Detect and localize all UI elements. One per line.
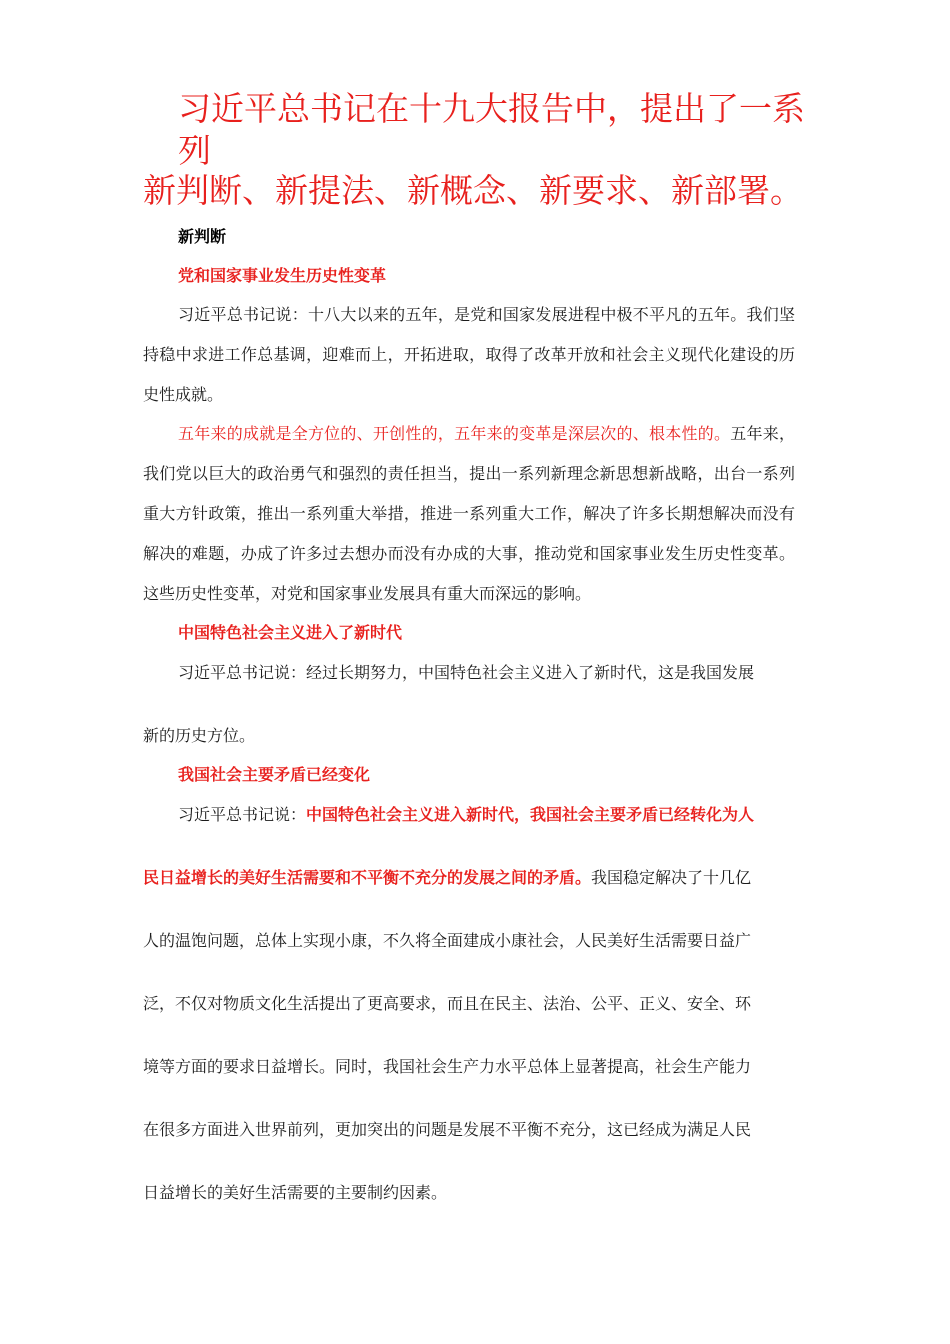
subheading-historic-change: 党和国家事业发生历史性变革: [178, 266, 387, 285]
contradiction-line-2-highlight: 民日益增长的美好生活需要和不平衡不充分的发展之间的矛盾。: [143, 868, 592, 887]
subheading-principal-contradiction: 我国社会主要矛盾已经变化: [178, 765, 371, 784]
contradiction-line-1: [178, 804, 795, 826]
document-title-line-2: 新判断、新提法、新概念、新要求、新部署。: [143, 171, 803, 210]
contradiction-line-2: [143, 867, 795, 889]
paragraph-achievements: [143, 414, 795, 614]
contradiction-line-4: 泛，不仅对物质文化生活提出了更高要求，而且在民主、法治、公平、正义、安全、环: [143, 994, 752, 1013]
subheading-new-era: 中国特色社会主义进入了新时代: [178, 623, 403, 642]
contradiction-line-7: 日益增长的美好生活需要的主要制约因素。: [143, 1183, 448, 1202]
contradiction-line-6: 在很多方面进入世界前列，更加突出的问题是发展不平衡不充分，这已经成为满足人民: [143, 1120, 752, 1139]
new-era-line-2: 新的历史方位。: [143, 726, 256, 745]
new-era-line-1: 习近平总书记说：经过长期努力，中国特色社会主义进入了新时代，这是我国发展: [178, 663, 755, 682]
highlight-achievements: 五年来的成就是全方位的、开创性的，五年来的变革是深层次的、根本性的。: [178, 424, 731, 443]
section-heading-new-judgments: 新判断: [178, 227, 227, 246]
contradiction-line-1-prefix: 习近平总书记说：: [178, 805, 307, 824]
contradiction-line-2-text: 我国稳定解决了十几亿: [591, 868, 752, 887]
contradiction-line-3: 人的温饱问题，总体上实现小康，不久将全面建成小康社会，人民美好生活需要日益广: [143, 931, 752, 950]
contradiction-line-5: 境等方面的要求日益增长。同时，我国社会生产力水平总体上显著提高，社会生产能力: [143, 1057, 752, 1076]
contradiction-line-1-highlight: 中国特色社会主义进入新时代，我国社会主要矛盾已经转化为人: [306, 805, 755, 824]
paragraph-five-years: 习近平总书记说：十八大以来的五年，是党和国家发展进程中极不平凡的五年。我们坚持稳中求进工作总基调，迎难而上，开拓进取，取得了改革开放和社会主义现代化建设的历史性成就。: [143, 305, 795, 404]
document-title-line-1: 习近平总书记在十九大报告中，提出了一系列: [178, 89, 805, 170]
paragraph-achievements-text: 五年来，我们党以巨大的政治勇气和强烈的责任担当，提出一系列新理念新思想新战略，出台一系列重大方针政策，推出一系列重大举措，推进一系列重大工作，解决了许多长期想解决而没有解决的难题，办成了许多过去想办而没有办成的大事，推动党和国家事业发生历史性变革。这些历史性变革，对党和国家事业发展具有重大而深远的影响。: [143, 424, 795, 603]
